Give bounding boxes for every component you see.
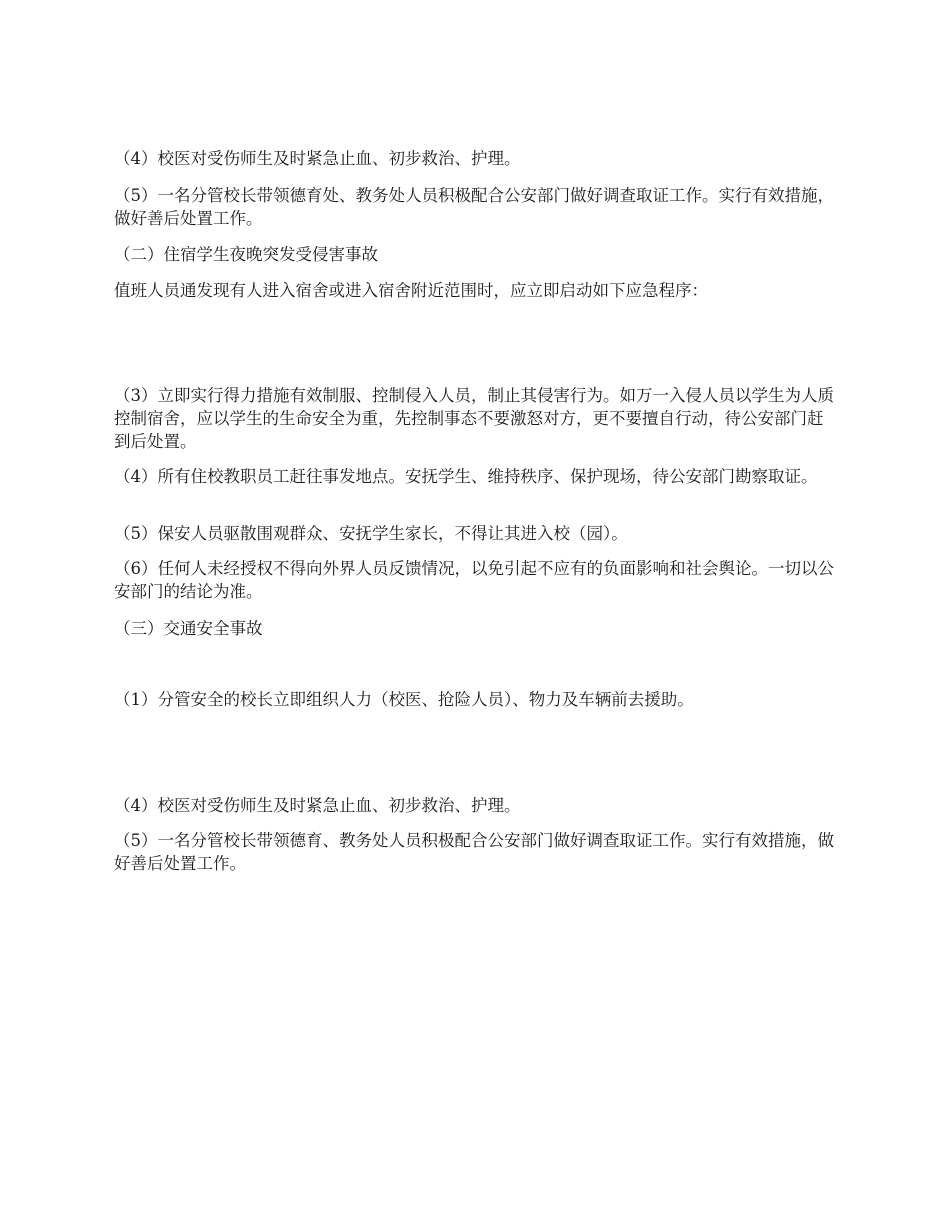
paragraph-no-unauthorized-disclosure: （6）任何人未经授权不得向外界人员反馈情况，以免引起不应有的负面影响和社会舆论。一切以公安部门的结论为准。 (114, 559, 834, 601)
paragraph-organize-rescue: （1）分管安全的校长立即组织人力（校医、抢险人员）、物力及车辆前去援助。 (114, 690, 694, 709)
paragraph-school-doctor-first-aid: （4）校医对受伤师生及时紧急止血、初步救治、护理。 (114, 149, 521, 168)
paragraph-duty-staff-procedure: 值班人员通发现有人进入宿舍或进入宿舍附近范围时，应立即启动如下应急程序： (114, 281, 708, 300)
section-heading-traffic-accident: （三）交通安全事故 (114, 619, 263, 638)
paragraph-security-disperse: （5）保安人员驱散围观群众、安抚学生家长，不得让其进入校（园）。 (114, 524, 628, 543)
paragraph-school-doctor-first-aid-2: （4）校医对受伤师生及时紧急止血、初步救治、护理。 (114, 796, 521, 815)
paragraph-staff-to-scene: （4）所有住校教职员工赶往事发地点。安抚学生、维持秩序、保护现场，待公安部门勘察取证。 (114, 467, 818, 486)
section-heading-dormitory-incident: （二）住宿学生夜晚突发受侵害事故 (114, 245, 378, 264)
paragraph-investigation-cooperation: （5）一名分管校长带领德育处、教务处人员积极配合公安部门做好调查取证工作。实行有效措施，做好善后处置工作。 (114, 186, 834, 228)
paragraph-investigation-cooperation-2: （5）一名分管校长带领德育、教务处人员积极配合公安部门做好调查取证工作。实行有效措施，做好善后处置工作。 (114, 831, 834, 873)
paragraph-control-intruder: （3）立即实行得力措施有效制服、控制侵入人员，制止其侵害行为。如万一入侵人员以学生为人质控制宿舍，应以学生的生命安全为重，先控制事态不要激怒对方，更不要擅自行动，待公安部门赶到后处置。 (114, 386, 834, 451)
